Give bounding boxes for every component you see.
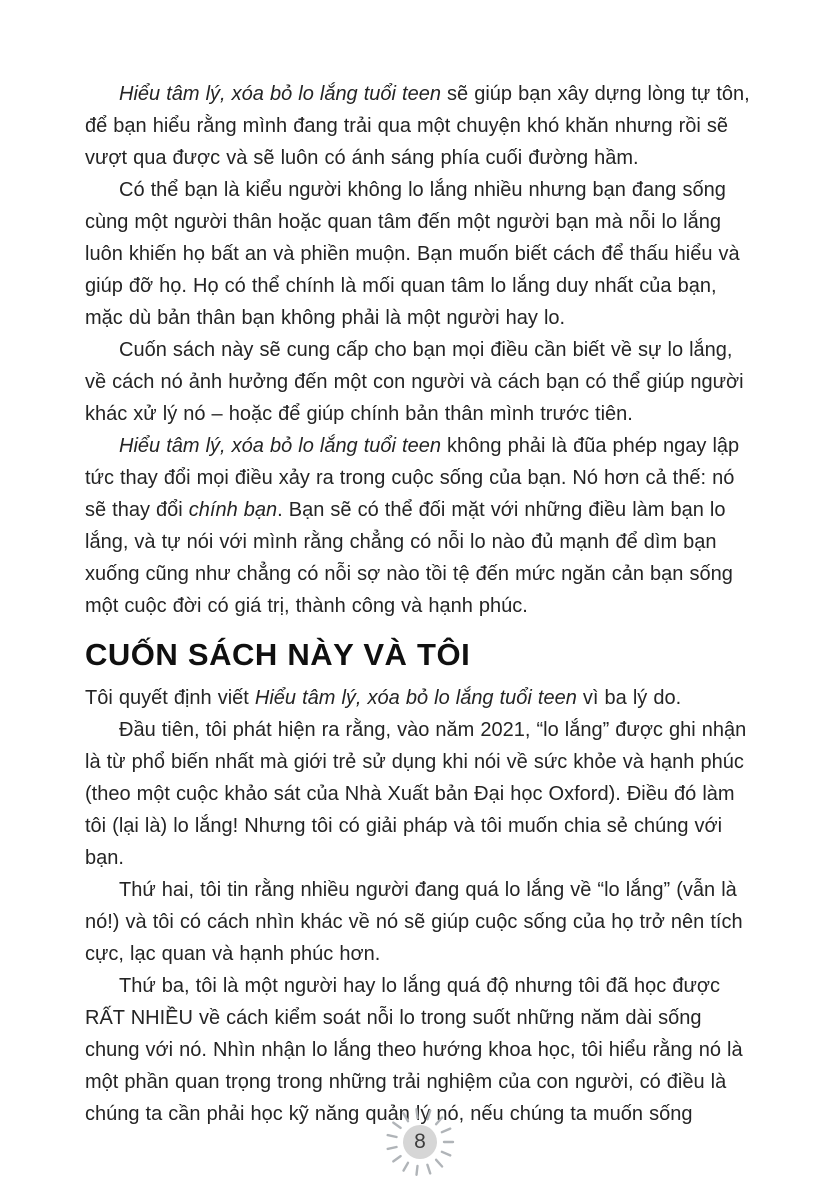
section-heading: CUỐN SÁCH NÀY VÀ TÔI	[85, 637, 471, 672]
text-segment: Thứ ba, tôi là một người hay lo lắng quá độ nhưng tôi đã học được RẤT NHIỀU về cách kiểm soát nỗi lo trong suốt những năm dài sống chung với nó. Nhìn nhận lo lắng theo hướng khoa học, tôi hiểu rằng nó là một phần quan trọng trong những trải nghiệm của con người, có điều là chúng ta cần phải học kỹ năng quản lý nó, nếu chúng ta muốn sống	[85, 975, 743, 1125]
page-number-badge	[382, 1104, 458, 1180]
book-title-italic: Hiểu tâm lý, xóa bỏ lo lắng tuổi teen	[119, 435, 441, 457]
text-segment: Cuốn sách này sẽ cung cấp cho bạn mọi điều cần biết về sự lo lắng, về cách nó ảnh hưởng đến một con người và cách bạn có thể giúp người khác xử lý nó – hoặc để giúp chính bản thân mình trước tiên.	[85, 339, 744, 425]
text-segment: không phải là đũa phép ngay lập tức thay đổi mọi điều xảy ra trong cuộc sống của bạn. Nó hơn cả thế: nó sẽ thay đổi	[85, 435, 740, 521]
paragraph-6	[85, 714, 757, 874]
text-segment: . Bạn sẽ có thể đối mặt với những điều làm bạn lo lắng, và tự nói với mình rằng chẳng có nỗi lo nào đủ mạnh để dìm bạn xuống cũng như chẳng có nỗi sợ nào tồi tệ đến mức ngăn cản bạn sống một cuộc đời có giá trị, thành công và hạnh phúc.	[85, 499, 733, 617]
paragraph-5	[85, 682, 757, 714]
book-title-italic: Hiểu tâm lý, xóa bỏ lo lắng tuổi teen	[254, 687, 577, 709]
text-segment: vì ba lý do.	[576, 687, 682, 709]
paragraph-1	[85, 78, 757, 174]
text-segment: Tôi quyết định viết	[85, 687, 255, 709]
text-segment: Đầu tiên, tôi phát hiện ra rằng, vào năm 2021, “lo lắng” được ghi nhận là từ phổ biến nhất mà giới trẻ sử dụng khi nói về sức khỏe và hạnh phúc (theo một cuộc khảo sát của Nhà Xuất bản Đại học Oxford). Điều đó làm tôi (lại là) lo lắng! Nhưng tôi có giải pháp và tôi muốn chia sẻ chúng với bạn.	[85, 719, 747, 869]
emphasis-italic: chính bạn	[188, 499, 278, 521]
text-segment: Có thể bạn là kiểu người không lo lắng nhiều nhưng bạn đang sống cùng một người thân hoặc quan tâm đến một người bạn mà nỗi lo lắng luôn khiến họ bất an và phiền muộn. Bạn muốn biết cách để thấu hiểu và giúp đỡ họ. Họ có thể chính là mối quan tâm lo lắng duy nhất của bạn, mặc dù bản thân bạn không phải là một người hay lo.	[85, 179, 740, 329]
page-number: 8	[414, 1130, 426, 1153]
paragraph-7	[85, 874, 757, 970]
text-segment: Thứ hai, tôi tin rằng nhiều người đang quá lo lắng về “lo lắng” (vẫn là nó!) và tôi có cách nhìn khác về nó sẽ giúp cuộc sống của họ trở nên tích cực, lạc quan và hạnh phúc hơn.	[85, 879, 743, 965]
paragraph-3	[85, 334, 757, 430]
text-segment: sẽ giúp bạn xây dựng lòng tự tôn, để bạn hiểu rằng mình đang trải qua một chuyện khó khăn nhưng rồi sẽ vượt qua được và sẽ luôn có ánh sáng phía cuối đường hầm.	[85, 83, 750, 169]
paragraph-4	[85, 430, 757, 622]
book-title-italic: Hiểu tâm lý, xóa bỏ lo lắng tuổi teen	[119, 83, 441, 105]
text-column	[85, 78, 757, 1130]
paragraph-2	[85, 174, 757, 334]
